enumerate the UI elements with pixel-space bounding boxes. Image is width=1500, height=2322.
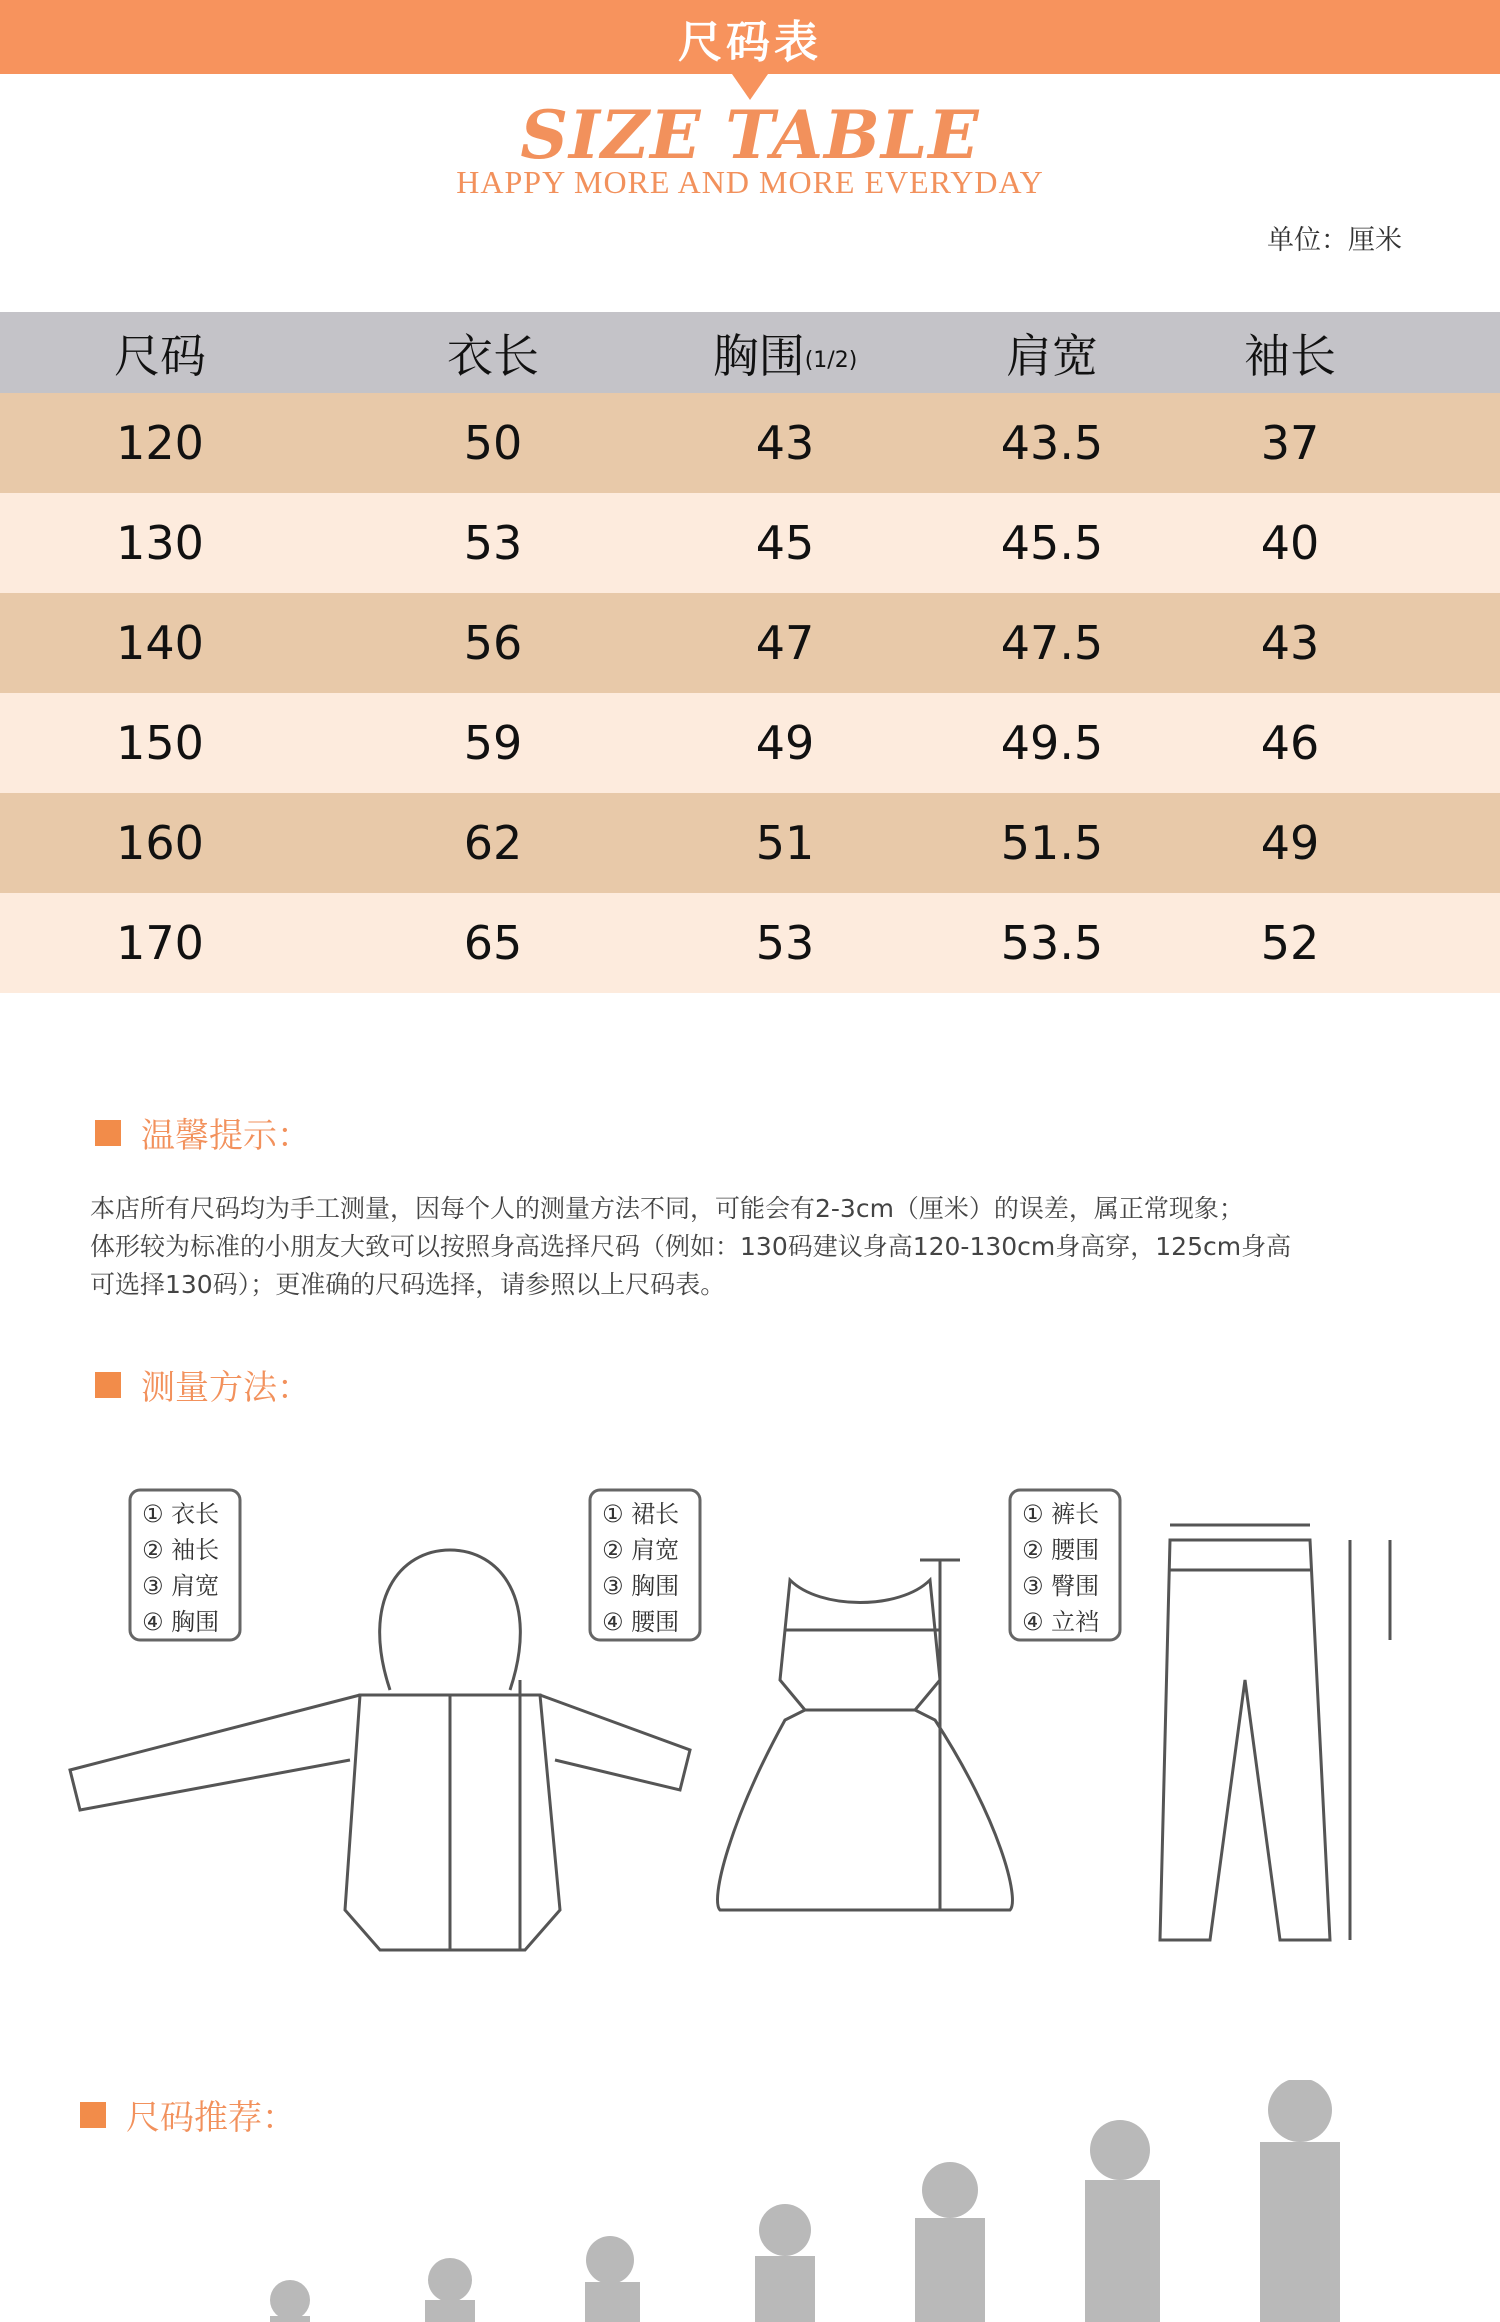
table-cell: 43: [755, 416, 815, 470]
header-shoulder: 肩宽: [1006, 328, 1098, 383]
pants-outline-icon: [1160, 1525, 1390, 1940]
size-table-title: SIZE TABLE: [520, 96, 980, 174]
table-row: [0, 493, 1500, 593]
table-cell: 51: [755, 816, 815, 870]
table-cell: 52: [1260, 916, 1320, 970]
tips-text: [90, 1190, 1430, 1304]
jacket-legend: [130, 1490, 240, 1640]
table-cell: 43: [1260, 616, 1320, 670]
child-silhouette-icon: [425, 2258, 475, 2322]
tips-heading: 温馨提示：: [95, 1108, 311, 1157]
table-cell: 40: [1260, 516, 1320, 570]
table-cell: 120: [116, 416, 204, 470]
chest-note: (1/2): [804, 348, 858, 373]
svg-text:③ 肩宽: ③ 肩宽: [142, 1572, 220, 1600]
child-silhouette-icon: [755, 2204, 815, 2322]
svg-text:③ 胸围: ③ 胸围: [602, 1572, 680, 1600]
svg-text:① 裙长: ① 裙长: [602, 1500, 680, 1528]
table-cell: 56: [463, 616, 523, 670]
tips-line: 体形较为标准的小朋友大致可以按照身高选择尺码（例如：130码建议身高120-130cm身高穿，125cm身高: [90, 1232, 1292, 1261]
table-cell: 47.5: [1000, 616, 1104, 670]
svg-text:① 衣长: ① 衣长: [142, 1500, 220, 1528]
child-silhouette-icon: [270, 2280, 310, 2322]
table-cell: 50: [463, 416, 523, 470]
table-cell: 53: [755, 916, 815, 970]
table-cell: 170: [116, 916, 204, 970]
size-table-subtitle: HAPPY MORE AND MORE EVERYDAY: [456, 164, 1044, 200]
table-cell: 51.5: [1000, 816, 1104, 870]
banner-title: 尺码表: [678, 17, 822, 68]
table-cell: 53: [463, 516, 523, 570]
square-bullet-icon: [95, 1120, 121, 1146]
table-cell: 45: [755, 516, 815, 570]
table-cell: 49: [755, 716, 815, 770]
table-header-row: [0, 312, 1500, 393]
header-length: 衣长: [447, 328, 539, 383]
measurement-diagram: [60, 1480, 1460, 2000]
table-cell: 140: [116, 616, 204, 670]
table-cell: 150: [116, 716, 204, 770]
table-cell: 46: [1260, 716, 1320, 770]
svg-text:④ 腰围: ④ 腰围: [602, 1608, 680, 1636]
child-silhouette-icon: [1260, 2080, 1340, 2322]
svg-text:④ 胸围: ④ 胸围: [142, 1608, 220, 1636]
measure-heading: 测量方法：: [95, 1360, 311, 1409]
table-row: [0, 593, 1500, 693]
table-cell: 43.5: [1000, 416, 1104, 470]
header-chest: 胸围 (1/2): [712, 328, 858, 383]
table-cell: 45.5: [1000, 516, 1104, 570]
pants-legend: [1010, 1490, 1120, 1640]
dress-legend: [590, 1490, 700, 1640]
table-row: [0, 893, 1500, 993]
table-row: [0, 693, 1500, 793]
header-size: 尺码: [114, 328, 206, 383]
tips-line: 可选择130码）；更准确的尺码选择，请参照以上尺码表。: [90, 1270, 726, 1299]
table-cell: 65: [463, 916, 523, 970]
table-cell: 49.5: [1000, 716, 1104, 770]
svg-text:③ 臀围: ③ 臀围: [1022, 1572, 1100, 1600]
table-row: [0, 793, 1500, 893]
table-cell: 59: [463, 716, 523, 770]
child-silhouette-icon: [585, 2236, 640, 2322]
unit-label: 单位：厘米: [1267, 225, 1402, 256]
table-cell: 130: [116, 516, 204, 570]
svg-text:① 裤长: ① 裤长: [1022, 1500, 1100, 1528]
svg-text:② 肩宽: ② 肩宽: [602, 1536, 680, 1564]
child-silhouette-icon: [915, 2162, 985, 2322]
dress-outline-icon: [718, 1560, 1013, 1910]
table-row: [0, 393, 1500, 493]
table-cell: 62: [463, 816, 523, 870]
height-silhouettes: [0, 2080, 1500, 2322]
recommend-heading: 尺码推荐：: [80, 2090, 296, 2139]
table-cell: 37: [1260, 416, 1320, 470]
table-cell: 47: [755, 616, 815, 670]
child-silhouette-icon: [1085, 2120, 1160, 2322]
table-cell: 49: [1260, 816, 1320, 870]
square-bullet-icon: [95, 1372, 121, 1398]
svg-text:② 腰围: ② 腰围: [1022, 1536, 1100, 1564]
table-cell: 53.5: [1000, 916, 1104, 970]
size-table: [0, 312, 1500, 993]
header-sleeve: 袖长: [1244, 328, 1336, 383]
svg-text:④ 立裆: ④ 立裆: [1022, 1608, 1100, 1636]
table-cell: 160: [116, 816, 204, 870]
svg-text:② 袖长: ② 袖长: [142, 1536, 220, 1564]
tips-line: 本店所有尺码均为手工测量，因每个人的测量方法不同，可能会有2-3cm（厘米）的误差，属正常现象；: [90, 1194, 1244, 1223]
